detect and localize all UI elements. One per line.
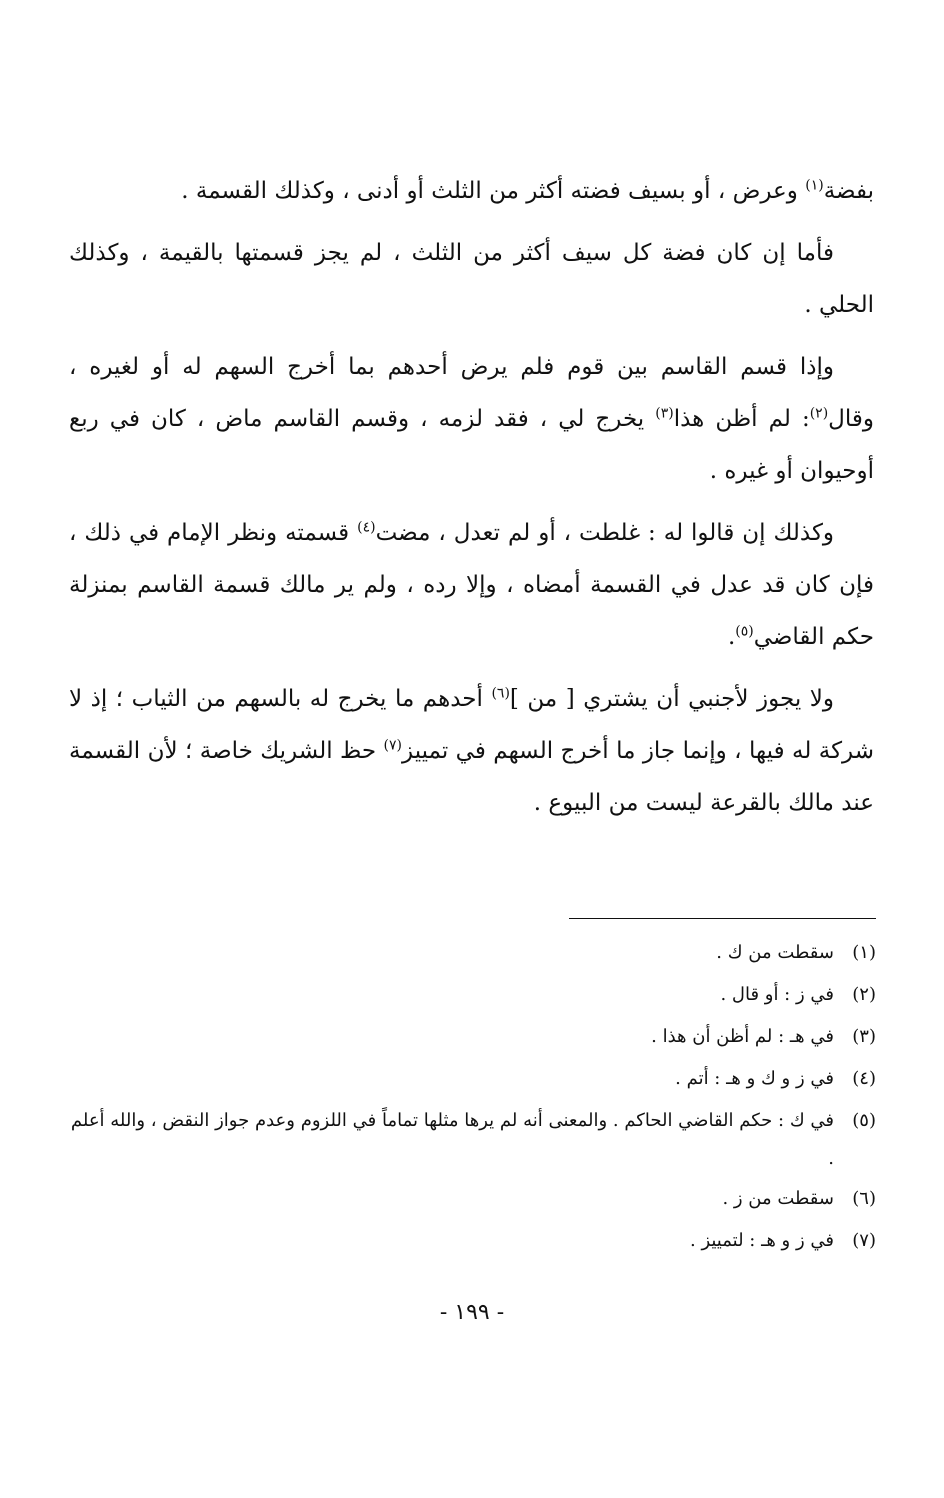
paragraph-text: أحدهم ما يخرج له بالسهم من الثياب ؛ إذ لا شركة له فيها ، وإنما جاز ما أخرج السهم في تمييز	[69, 686, 874, 764]
paragraph-text: بفضة	[823, 178, 874, 204]
paragraph-5	[69, 673, 874, 829]
footnote-separator	[569, 918, 876, 919]
paragraph-2	[69, 227, 874, 331]
paragraph-text: وإذا قسم القاسم بين قوم فلم يرض أحدهم بما أخرج السهم له أو لغيره ، وقال	[69, 354, 874, 432]
footnote-text: في هـ : لم أظن أن هذا .	[651, 1026, 834, 1047]
footnote-reference: (٦)	[491, 685, 510, 702]
paragraph-text: وكذلك إن قالوا له : غلطت ، أو لم تعدل ، مضت	[375, 520, 834, 546]
page-number: - ١٩٩ -	[439, 1300, 505, 1325]
footnote-number: (١)	[852, 942, 876, 963]
footnote-item	[66, 1100, 876, 1178]
paragraph-text: حظ الشريك خاصة ؛ لأن القسمة عند مالك بالقرعة ليست من البيوع .	[69, 738, 874, 816]
paragraph-4	[69, 507, 874, 663]
footnote-text: سقطت من ك .	[716, 942, 834, 963]
footnote-reference: (٣)	[655, 405, 674, 422]
paragraph-text: ولا يجوز لأجنبي أن يشتري [ من ]	[509, 686, 834, 712]
footnote-text: سقطت من ز .	[722, 1188, 834, 1209]
footnote-reference: (١)	[805, 177, 824, 194]
footnote-item	[66, 1178, 876, 1220]
footnote-item	[66, 932, 876, 974]
footnote-text: في ك : حكم القاضي الحاكم . والمعنى أنه لم يرها مثلها تماماً في اللزوم وعدم جواز النقض ، والله أعلم .	[70, 1110, 834, 1169]
footnote-number: (٢)	[852, 984, 876, 1005]
footnote-text: في ز و هـ : لتمييز .	[690, 1230, 834, 1251]
footnote-number: (٦)	[852, 1188, 876, 1209]
footnote-item	[66, 1016, 876, 1058]
paragraph-text: فأما إن كان فضة كل سيف أكثر من الثلث ، لم يجز قسمتها بالقيمة ، وكذلك الحلي .	[69, 240, 874, 318]
footnote-reference: (٥)	[735, 623, 754, 640]
paragraph-text: قسمته ونظر الإمام في ذلك ، فإن كان قد عدل في القسمة أمضاه ، وإلا رده ، ولم ير مالك قسمة القاسم بمنزلة حكم القاضي	[69, 520, 874, 650]
footnotes	[66, 932, 876, 1262]
footnote-text: في ز و ك و هـ : أتم .	[675, 1068, 834, 1089]
paragraph-1	[69, 165, 874, 217]
paragraph-text: وعرض ، أو بسيف فضته أكثر من الثلث أو أدنى ، وكذلك القسمة .	[181, 178, 806, 204]
paragraph-text: : لم أظن هذا	[673, 406, 810, 432]
footnote-number: (٧)	[852, 1230, 876, 1251]
paragraph-text: .	[727, 624, 736, 650]
footnote-item	[66, 1058, 876, 1100]
footnote-item	[66, 1220, 876, 1262]
main-text	[69, 165, 874, 839]
footnote-number: (٣)	[852, 1026, 876, 1047]
footnote-item	[66, 974, 876, 1016]
footnote-text: في ز : أو قال .	[720, 984, 834, 1005]
footnote-reference: (٤)	[357, 519, 376, 536]
footnote-reference: (٧)	[383, 737, 402, 754]
footnote-number: (٤)	[852, 1068, 876, 1089]
paragraph-text: يخرج لي ، فقد لزمه ، وقسم القاسم ماض ، كان في ربع أوحيوان أو غيره .	[69, 406, 874, 484]
paragraph-3	[69, 341, 874, 497]
footnote-reference: (٢)	[809, 405, 829, 422]
footnote-number: (٥)	[852, 1110, 876, 1131]
